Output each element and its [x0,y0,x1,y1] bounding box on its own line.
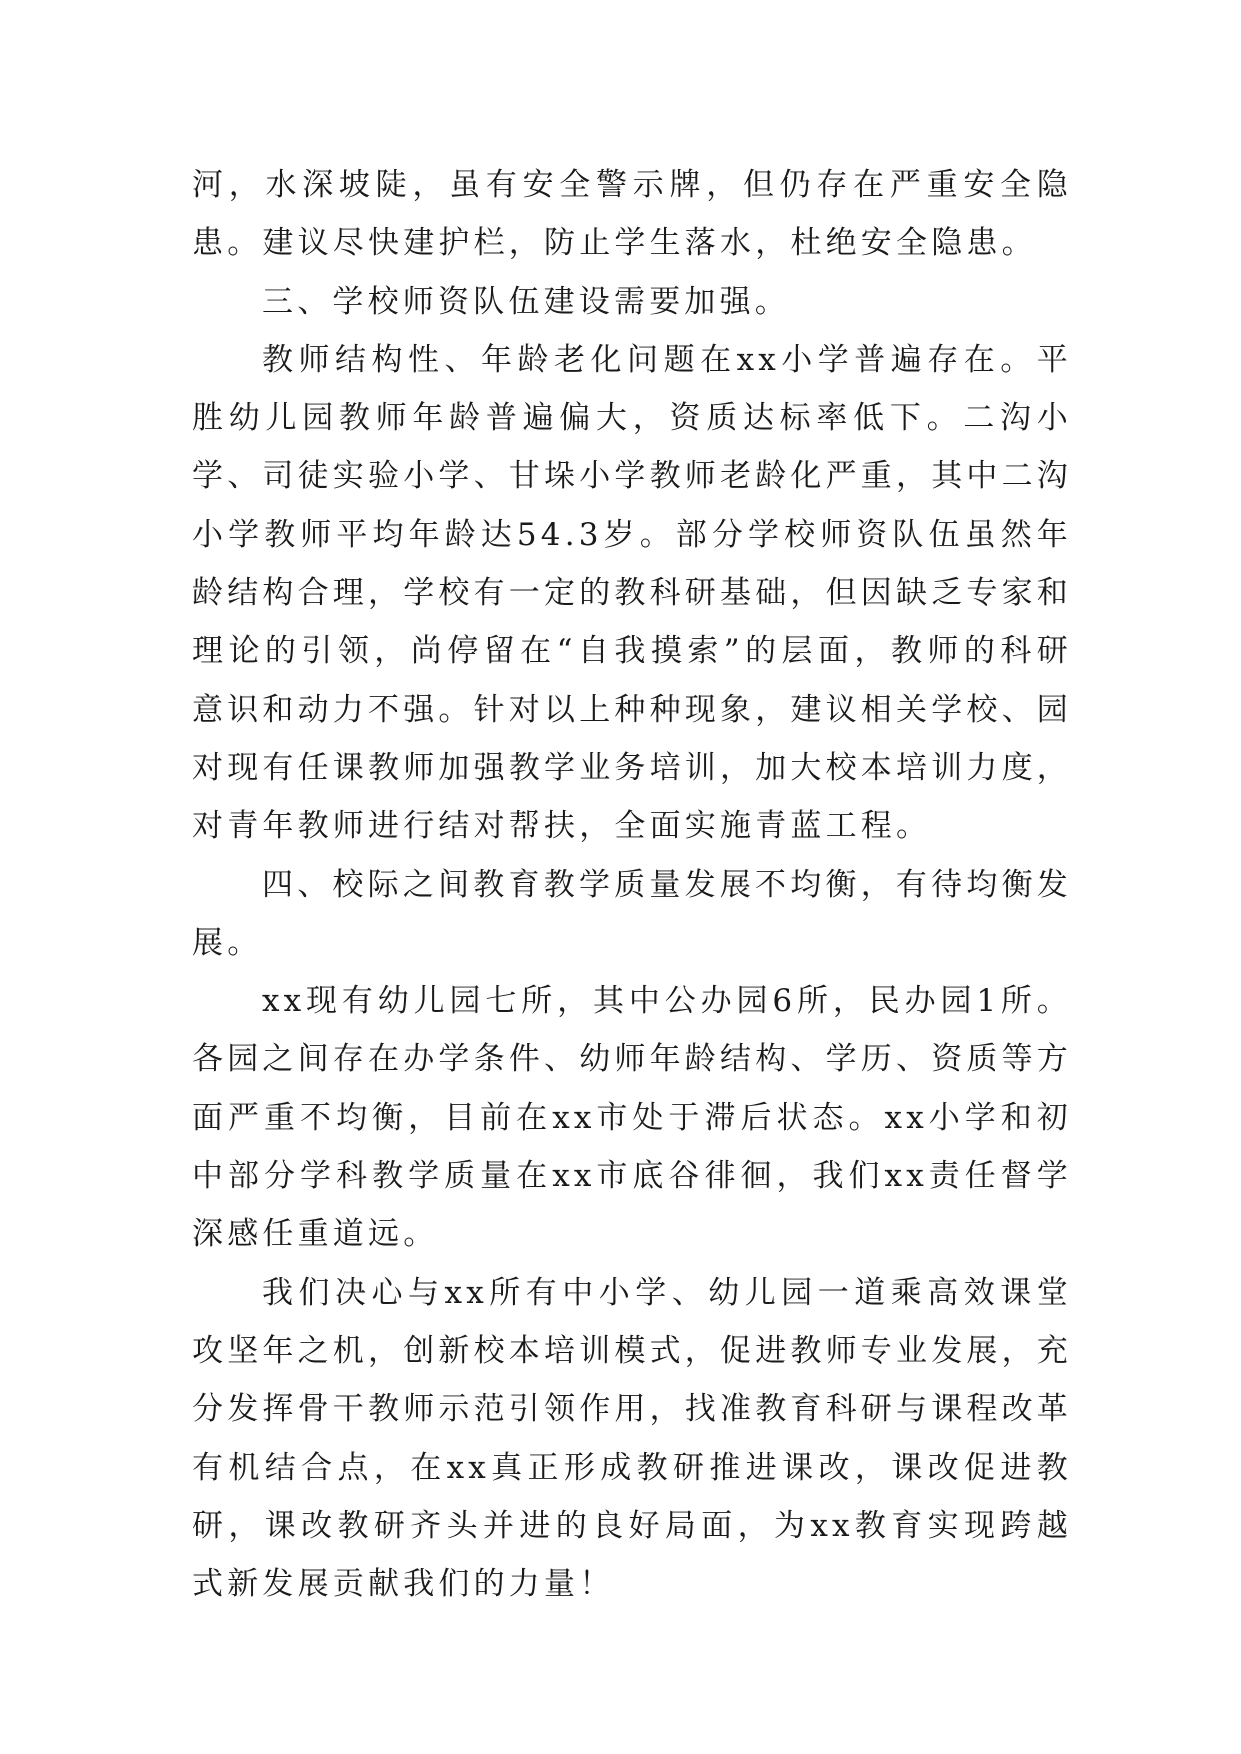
heading-quality-balance: 四、校际之间教育教学质量发展不均衡，有待均衡发展。 [192,866,1072,961]
paragraph-quality-balance: xx现有幼儿园七所，其中公办园6所，民办园1所。各园之间存在办学条件、幼师年龄结构、学历、资质等方面严重不均衡，目前在xx市处于滞后状态。xx小学和初中部分学科教学质量在xx市底谷徘徊，我们xx责任督学深感任重道远。 [192,983,1072,1253]
paragraph-teacher-team: 教师结构性、年龄老化问题在xx小学普遍存在。平胜幼儿园教师年龄普遍偏大，资质达标率低下。二沟小学、司徒实验小学、甘垛小学教师老龄化严重，其中二沟小学教师平均年龄达54.3岁。部分学校师资队伍虽然年龄结构合理，学校有一定的教科研基础，但因缺乏专家和理论的引领，尚停留在“自我摸索”的层面，教师的科研意识和动力不强。针对以上种种现象，建议相关学校、园对现有任课教师加强教学业务培训，加大校本培训力度，对青年教师进行结对帮扶，全面实施青蓝工程。 [192,341,1072,845]
heading-teacher-team: 三、学校师资队伍建设需要加强。 [262,283,790,320]
document-body [192,156,1072,1613]
paragraph-safety-continued: 河，水深坡陡，虽有安全警示牌，但仍存在严重安全隐患。建议尽快建护栏，防止学生落水，杜绝安全隐患。 [192,167,1072,262]
paragraph-conclusion: 我们决心与xx所有中小学、幼儿园一道乘高效课堂攻坚年之机，创新校本培训模式，促进教师专业发展，充分发挥骨干教师示范引领作用，找准教育科研与课程改革有机结合点，在xx真正形成教研推进课改，课改促进教研，课改教研齐头并进的良好局面，为xx教育实现跨越式新发展贡献我们的力量！ [192,1274,1072,1603]
